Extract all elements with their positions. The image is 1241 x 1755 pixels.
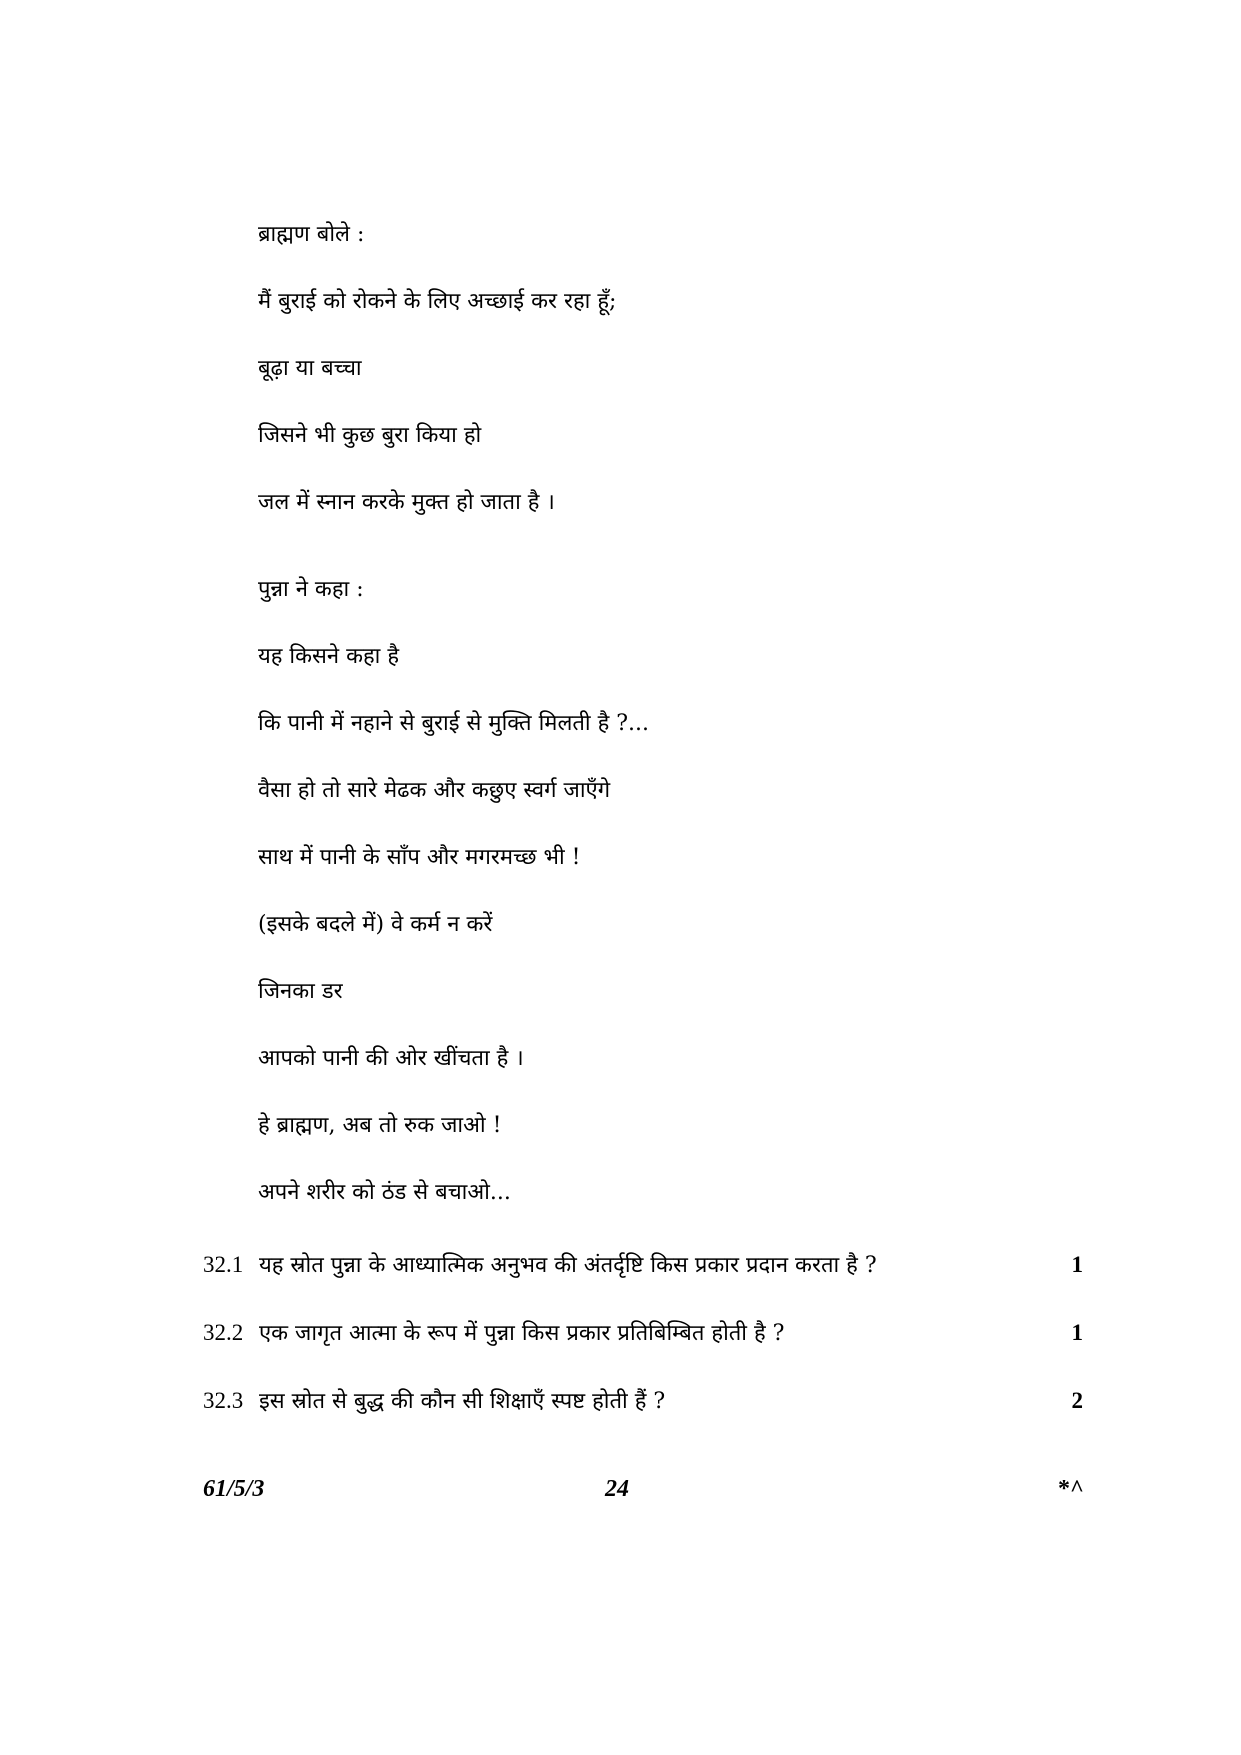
question-number: 32.3 [203,1388,244,1413]
footer-mark: *^ [1058,1476,1084,1502]
question-text: इस स्रोत से बुद्ध की कौन सी शिक्षाएँ स्पष्ट होती हैं ? [259,1389,666,1414]
question-32-2 [203,1318,1083,1349]
poem-line: साथ में पानी के साँप और मगरमच्छ भी ! [258,845,581,870]
question-32-3 [203,1386,1083,1417]
page-number: 24 [605,1476,629,1502]
poem-line: जल में स्नान करके मुक्त हो जाता है । [258,490,555,515]
question-marks: 2 [1071,1388,1083,1413]
question-marks: 1 [1071,1252,1083,1277]
poem-line: जिनका डर [258,979,343,1004]
poem-line: ब्राह्मण बोले : [258,222,365,247]
question-text: यह स्रोत पुन्ना के आध्यात्मिक अनुभव की अंतर्दृष्टि किस प्रकार प्रदान करता है ? [259,1253,877,1278]
question-marks: 1 [1071,1320,1083,1345]
poem-line: वैसा हो तो सारे मेढक और कछुए स्वर्ग जाएँगे [258,778,611,803]
poem-line: कि पानी में नहाने से बुराई से मुक्ति मिलती है ?... [258,711,650,736]
paper-code: 61/5/3 [203,1476,265,1502]
question-32-1 [203,1250,1083,1281]
question-text: एक जागृत आत्मा के रूप में पुन्ना किस प्रकार प्रतिबिम्बित होती है ? [259,1321,785,1346]
poem-line: हे ब्राह्मण, अब तो रुक जाओ ! [258,1113,502,1138]
poem-line: यह किसने कहा है [258,644,400,669]
poem-line: अपने शरीर को ठंड से बचाओ... [258,1180,511,1205]
poem-line: आपको पानी की ओर खींचता है । [258,1046,524,1071]
poem-line: पुन्ना ने कहा : [258,577,364,602]
question-number: 32.2 [203,1320,244,1345]
poem-line: (इसके बदले में) वे कर्म न करें [258,912,493,937]
poem-line: बूढ़ा या बच्चा [258,356,362,381]
poem-line: मैं बुराई को रोकने के लिए अच्छाई कर रहा हूँ; [258,289,617,314]
question-number: 32.1 [203,1252,244,1277]
poem-line: जिसने भी कुछ बुरा किया हो [258,423,482,448]
